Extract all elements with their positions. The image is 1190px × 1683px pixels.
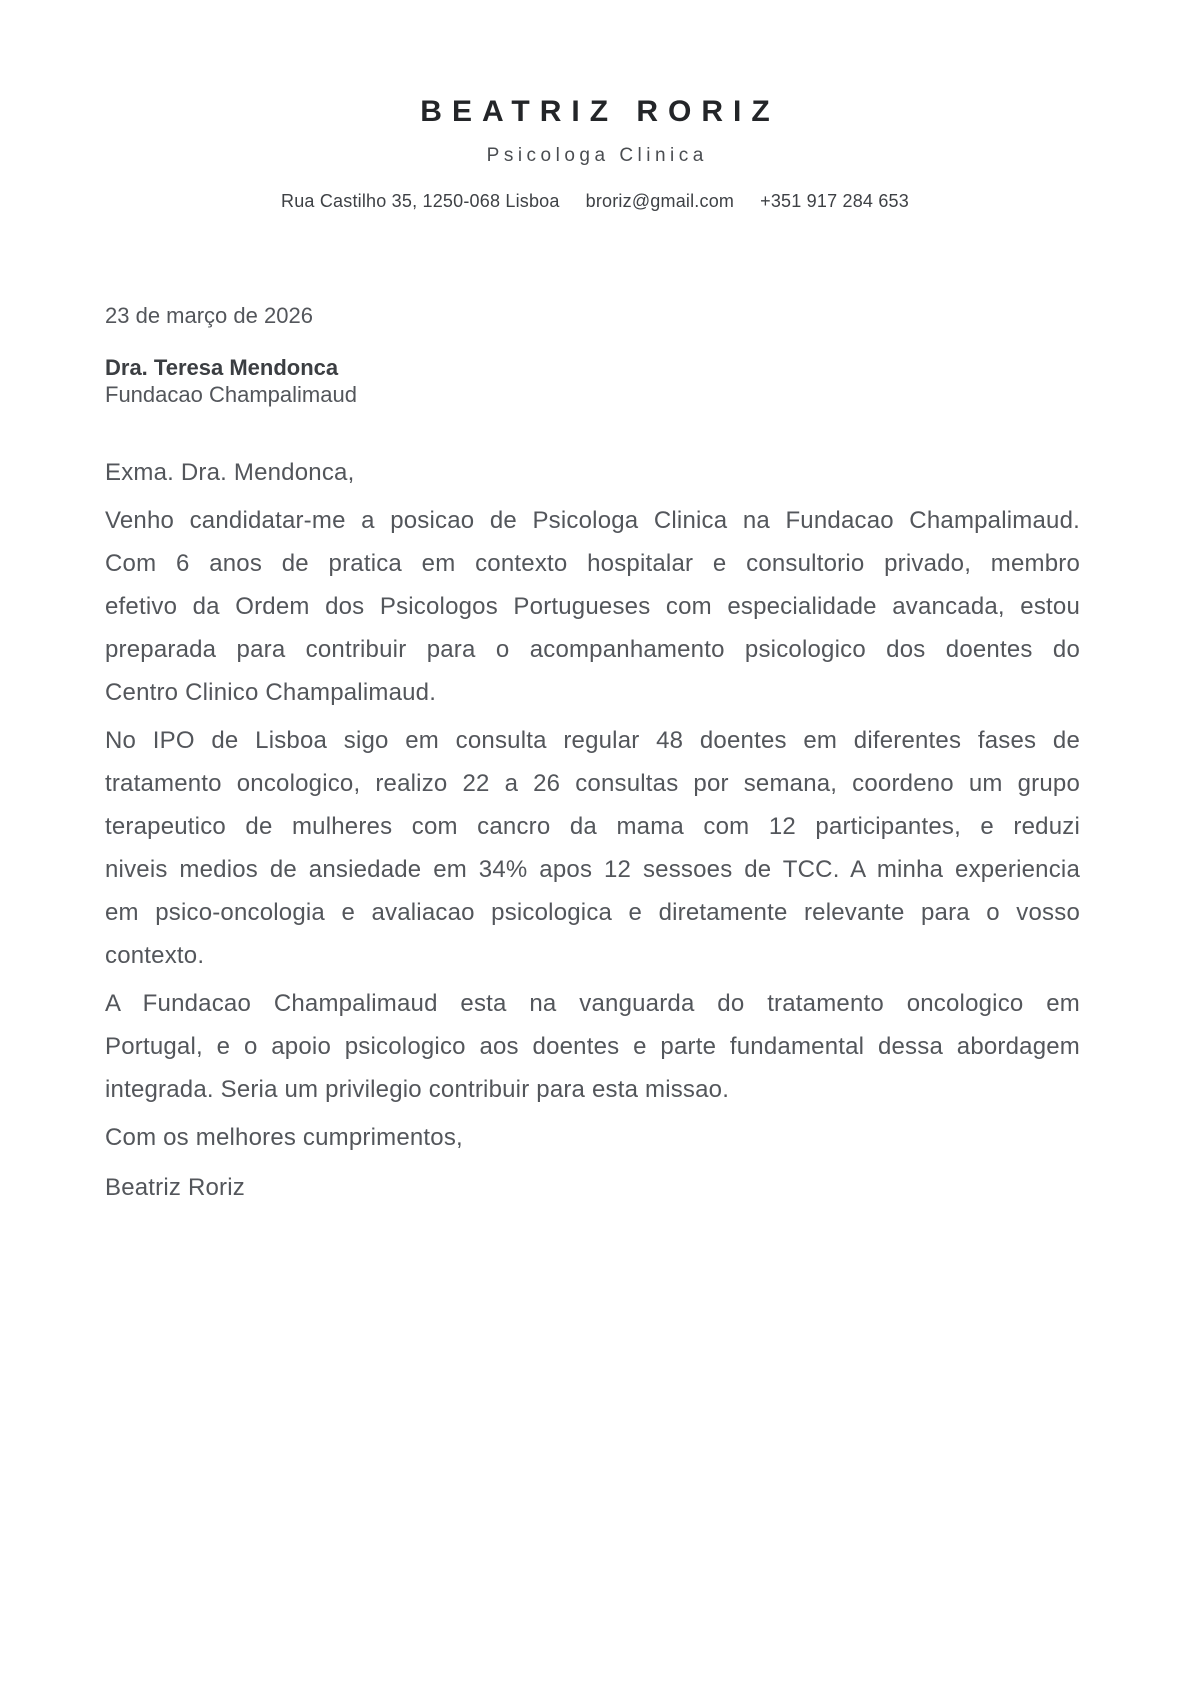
paragraph-line: em psico-oncologia e avaliacao psicologica e diretamente relevante para o vosso	[105, 899, 1080, 926]
sender-role: Psicologa Clinica	[486, 145, 708, 166]
paragraph-line: Com 6 anos de pratica em contexto hospitalar e consultorio privado, membro	[105, 550, 1080, 577]
letter-header	[0, 0, 1190, 212]
paragraph-line: niveis medios de ansiedade em 34% apos 12 sessoes de TCC. A minha experiencia	[105, 856, 1080, 883]
contact-phone: +351 917 284 653	[760, 191, 909, 211]
paragraph-line: terapeutico de mulheres com cancro da mama com 12 participantes, e reduzi	[105, 813, 1080, 840]
paragraph-1	[105, 499, 1080, 714]
contact-address: Rua Castilho 35, 1250-068 Lisboa	[281, 191, 560, 211]
paragraph-line: Venho candidatar-me a posicao de Psicologa Clinica na Fundacao Champalimaud.	[105, 507, 1080, 534]
recipient-name: Dra. Teresa Mendonca	[105, 355, 339, 380]
letter-date: 23 de março de 2026	[105, 303, 313, 328]
paragraph-line: A Fundacao Champalimaud esta na vanguarda do tratamento oncologico em	[105, 990, 1080, 1017]
sender-name: BEATRIZ RORIZ	[420, 95, 780, 128]
paragraph-line: efetivo da Ordem dos Psicologos Portugueses com especialidade avancada, estou	[105, 593, 1080, 620]
paragraph-line: contexto.	[105, 942, 205, 969]
contact-line	[0, 190, 1190, 212]
contact-email: broriz@gmail.com	[585, 191, 735, 211]
recipient-organization: Fundacao Champalimaud	[105, 382, 357, 407]
paragraph-line: Portugal, e o apoio psicologico aos doentes e parte fundamental dessa abordagem	[105, 1033, 1080, 1060]
closing: Com os melhores cumprimentos,	[105, 1124, 463, 1151]
paragraph-line: No IPO de Lisboa sigo em consulta regular 48 doentes em diferentes fases de	[105, 727, 1080, 754]
paragraph-3	[105, 982, 1080, 1111]
paragraph-2	[105, 719, 1080, 977]
paragraph-line: Centro Clinico Champalimaud.	[105, 679, 437, 706]
salutation: Exma. Dra. Mendonca,	[105, 459, 355, 486]
paragraph-line: tratamento oncologico, realizo 22 a 26 consultas por semana, coordeno um grupo	[105, 770, 1080, 797]
paragraph-line: integrada. Seria um privilegio contribuir para esta missao.	[105, 1076, 730, 1103]
paragraph-line: preparada para contribuir para o acompanhamento psicologico dos doentes do	[105, 636, 1080, 663]
signature: Beatriz Roriz	[105, 1174, 245, 1201]
recipient-block	[105, 354, 1190, 408]
